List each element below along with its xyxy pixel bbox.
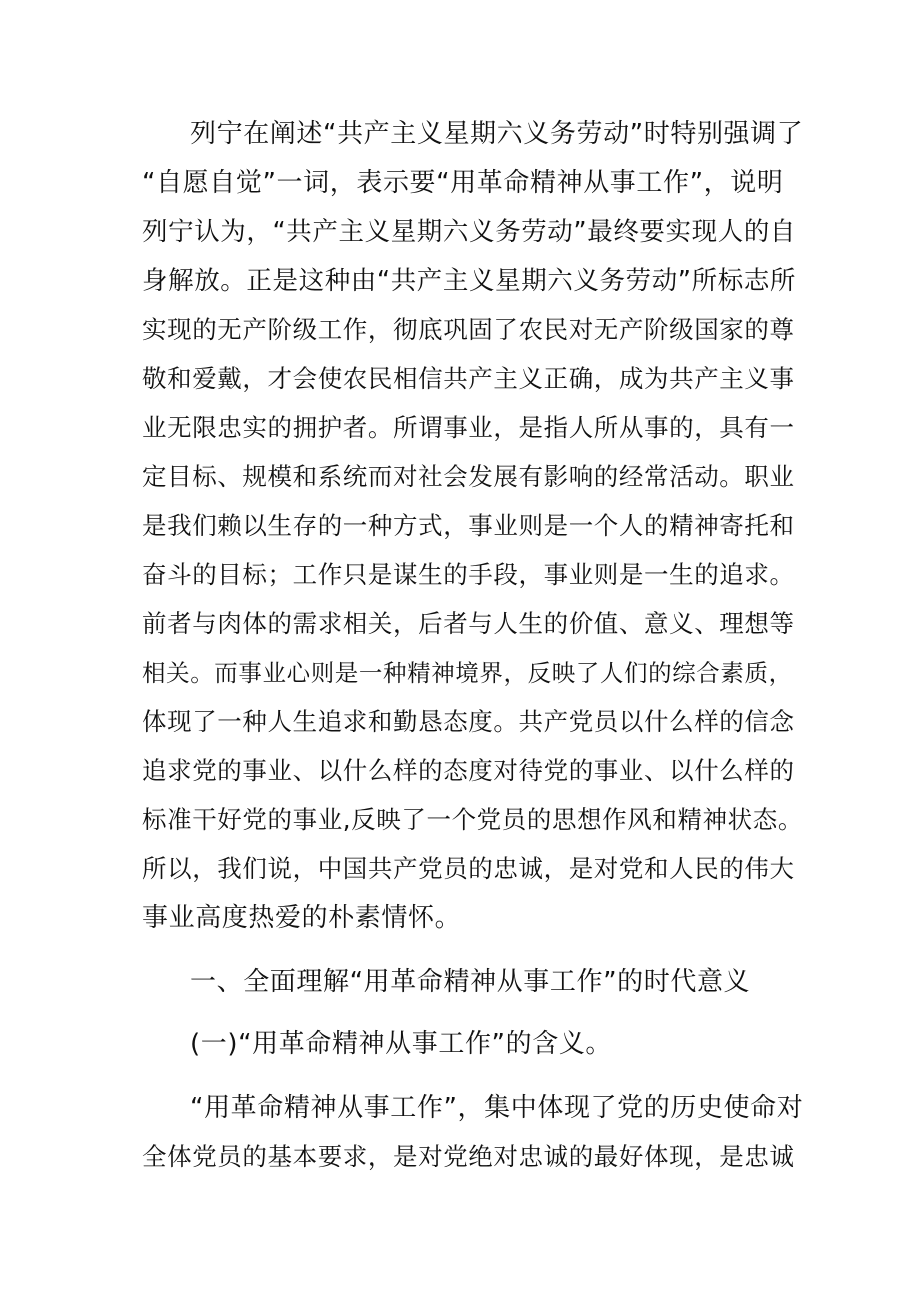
paragraph-line: 是我们赖以生存的一种方式，事业则是一个人的精神寄托和 [142,511,795,540]
paragraph-line: 相关。而事业心则是一种精神境界，反映了人们的综合素质， [142,659,793,687]
paragraph-line: 定目标、规模和系统而对社会发展有影响的经常活动。职业 [142,462,795,491]
paragraph-line: “用革命精神从事工作”，集中体现了党的历史使命对 [190,1093,804,1123]
paragraph-line: 追求党的事业、以什么样的态度对待党的事业、以什么样的 [142,756,795,785]
paragraph-line: 业无限忠实的拥护者。所谓事业，是指人所从事的，具有一 [142,413,795,442]
paragraph-line: 奋斗的目标；工作只是谋生的手段，事业则是一生的追求。 [142,560,795,589]
paragraph-line: 标准干好党的事业,反映了一个党员的思想作风和精神状态。 [142,805,803,834]
paragraph-line: 体现了一种人生追求和勤恳态度。共产党员以什么样的信念 [142,707,795,736]
paragraph-line: 所以，我们说，中国共产党员的忠诚，是对党和人民的伟大 [142,854,795,883]
paragraph-line: 列宁在阐述“共产主义星期六义务劳动”时特别强调了 [190,119,804,149]
paragraph-line: 身解放。正是这种由“共产主义星期六义务劳动”所标志所 [142,266,797,296]
paragraph-line: “自愿自觉”一词，表示要“用革命精神从事工作”，说明 [142,168,784,198]
paragraph-line: 事业高度热爱的朴素情怀。 [142,903,462,933]
paragraph-line: 列宁认为，“共产主义星期六义务劳动”最终要实现人的自 [142,217,797,247]
section-heading: 一、全面理解“用革命精神从事工作”的时代意义 [190,967,751,997]
paragraph-line: 全体党员的基本要求，是对党绝对忠诚的最好体现，是忠诚 [142,1142,795,1171]
paragraph-line: 前者与肉体的需求相关，后者与人生的价值、意义、理想等 [142,609,795,638]
paragraph-line: 实现的无产阶级工作，彻底巩固了农民对无产阶级国家的尊 [142,315,795,344]
section-subheading: (一)“用革命精神从事工作”的含义。 [190,1029,613,1059]
paragraph-line: 敬和爱戴，才会使农民相信共产主义正确，成为共产主义事 [142,364,795,393]
